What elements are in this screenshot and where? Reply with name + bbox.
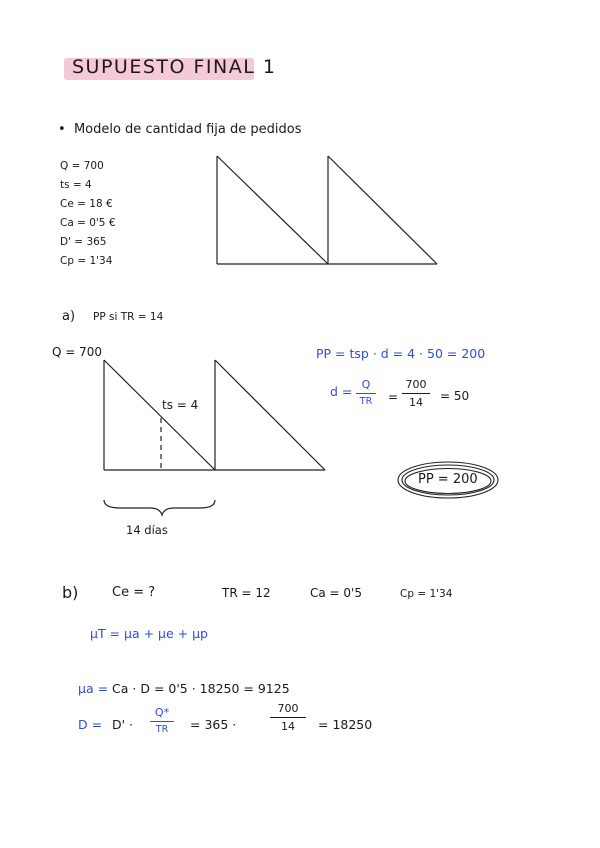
- part-a-question: PP si TR = 14: [93, 311, 164, 323]
- part-b-d-frac2-den: 14: [281, 720, 295, 733]
- part-a-d-frac1-num: Q: [361, 378, 371, 391]
- a-days-brace: [104, 500, 215, 515]
- page-title: SUPUESTO FINAL 1: [72, 56, 277, 78]
- part-a-result: PP = 200: [418, 472, 478, 487]
- part-b-given-ce: Ce = ?: [112, 585, 156, 600]
- part-b-d-eq: = 365 ·: [190, 717, 237, 732]
- part-b-given-ca: Ca = 0'5: [310, 586, 362, 600]
- a-descent-2: [215, 360, 325, 470]
- part-a-label: a): [62, 309, 76, 324]
- param-ca: Ca = 0'5 €: [60, 217, 116, 229]
- param-ce: Ce = 18 €: [60, 198, 113, 210]
- part-b-d-result: = 18250: [318, 717, 373, 732]
- part-b-d-frac2-num: 700: [277, 702, 299, 715]
- part-b-label: b): [62, 583, 79, 602]
- part-b-d-frac1-num: Q*: [154, 706, 170, 719]
- part-a-d-frac1: [356, 378, 376, 407]
- part-b-d-mid: D' ·: [112, 717, 134, 732]
- a-descent-1: [104, 360, 215, 470]
- bullet-mark: •: [58, 122, 66, 137]
- part-a-d-left: d =: [330, 384, 353, 399]
- part-a-days-label: 14 días: [126, 523, 168, 537]
- param-d: D' = 365: [60, 236, 107, 248]
- part-b-mua-rest: Ca · D = 0'5 · 18250 = 9125: [112, 681, 290, 696]
- part-b-d-frac1-den: TR: [155, 724, 169, 735]
- part-a-d-frac2-den: 14: [409, 396, 423, 409]
- part-a-d-mid: =: [388, 390, 399, 404]
- part-a-eq-pp: PP = tsp · d = 4 · 50 = 200: [316, 346, 486, 361]
- sawtooth-diagram-a: [104, 360, 325, 515]
- model-heading-text: Modelo de cantidad fija de pedidos: [73, 122, 302, 137]
- param-q: Q = 700: [60, 160, 104, 172]
- part-b-given-tr: TR = 12: [222, 586, 271, 600]
- part-a-q-label: Q = 700: [52, 345, 103, 359]
- part-a-ts-label: ts = 4: [162, 398, 199, 412]
- part-a-d-frac2-num: 700: [405, 378, 427, 391]
- part-b-eq-mua: [78, 681, 290, 696]
- param-cp: Cp = 1'34: [60, 255, 113, 267]
- part-b-mua-label: μa =: [78, 681, 109, 696]
- part-a-d-frac2: [402, 378, 430, 409]
- sawtooth-diagram-top: [217, 156, 437, 264]
- param-ts: ts = 4: [60, 179, 92, 191]
- part-a-d-frac1-den: TR: [359, 396, 373, 407]
- part-b-given-cp: Cp = 1'34: [400, 588, 453, 600]
- part-b-eq-total: μT = μa + μe + μp: [90, 626, 208, 641]
- part-b-d-frac2: [270, 702, 306, 733]
- part-b-d-left: D =: [78, 717, 103, 732]
- part-b-d-frac1: [150, 706, 174, 735]
- top-descent-2: [328, 156, 437, 264]
- top-descent-1: [217, 156, 328, 264]
- part-a-d-right: = 50: [440, 389, 470, 403]
